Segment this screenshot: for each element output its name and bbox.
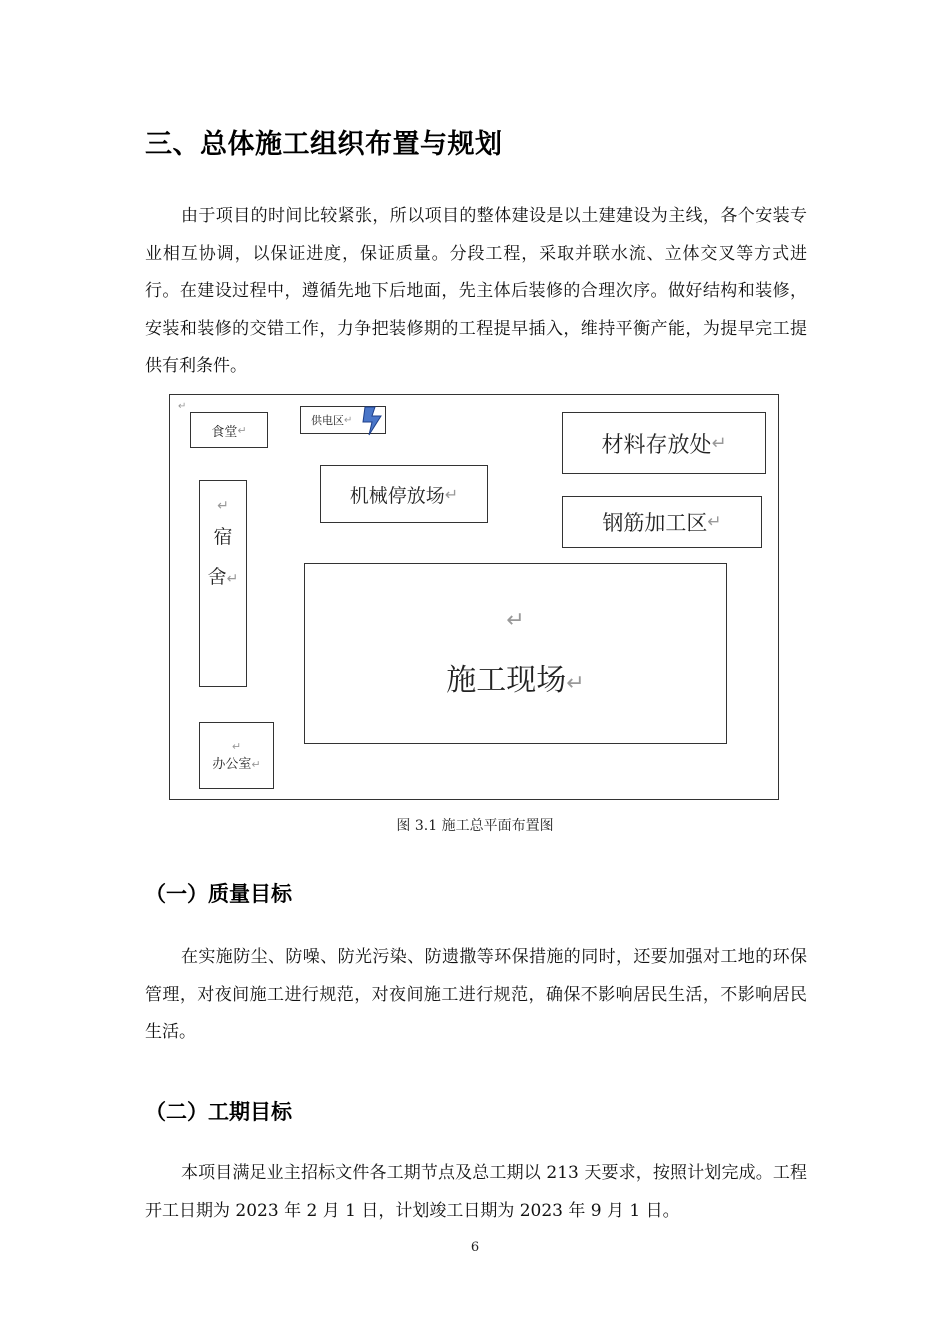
dormitory-label-2: 舍 <box>207 566 227 588</box>
paragraph-mark: ↵ <box>506 608 525 633</box>
materials-storage-label: 材料存放处 <box>601 432 712 458</box>
canteen-label: 食堂 <box>211 424 238 440</box>
paragraph-mark: ↵ <box>237 423 247 437</box>
rebar-processing-box <box>562 496 762 548</box>
paragraph-mark: ↵ <box>566 671 585 696</box>
paragraph-mark: ↵ <box>217 498 229 514</box>
intro-paragraph: 由于项目的时间比较紧张，所以项目的整体建设是以土建建设为主线，各个安装专业相互协调，以保证进度，保证质量。分段工程，采取并联水流、立体交叉等方式进行。在建设过程中，遵循先地下后地面，先主体后装修的合理次序。做好结构和装修，安装和装修的交错工作，力争把装修期的工程提早插入，维持平衡产能，为提早完工提供有利条件。 <box>145 206 807 376</box>
paragraph-mark: ↵ <box>251 757 261 771</box>
paragraph-mark: ↵ <box>444 484 459 504</box>
construction-site-box <box>304 563 727 744</box>
materials-storage-box <box>562 412 766 474</box>
paragraph-mark: ↵ <box>344 414 353 426</box>
machinery-parking-box <box>320 465 488 523</box>
lightning-icon <box>359 405 387 437</box>
section-heading: 三、总体施工组织布置与规划 <box>145 129 503 160</box>
paragraph-mark: ↵ <box>226 571 239 587</box>
schedule-goal-heading: （二）工期目标 <box>145 1100 292 1124</box>
office-label-wrap <box>212 753 260 772</box>
site-layout-diagram <box>169 394 779 800</box>
canteen-box <box>190 412 268 448</box>
page-number: 6 <box>470 1240 480 1255</box>
paragraph-mark: ↵ <box>711 432 727 454</box>
office-label: 办公室 <box>212 756 252 772</box>
dormitory-box <box>199 480 247 687</box>
rebar-processing-label: 钢筋加工区 <box>602 511 708 535</box>
office-box <box>199 722 274 789</box>
quality-goal-paragraph: 在实施防尘、防噪、防光污染、防遗撒等环保措施的同时，还要加强对工地的环保管理，对夜间施工进行规范，对夜间施工进行规范，确保不影响居民生活，不影响居民生活。 <box>145 947 807 1042</box>
power-area-box <box>300 406 386 434</box>
dormitory-label-1: 宿 <box>213 526 233 548</box>
schedule-goal-paragraph: 本项目满足业主招标文件各工期节点及总工期以 213 天要求，按照计划完成。工程开工日期为 2023 年 2 月 1 日，计划竣工日期为 2023 年 9 月 1 日。 <box>145 1163 807 1221</box>
machinery-parking-label: 机械停放场 <box>349 484 445 507</box>
quality-goal-heading: （一）质量目标 <box>145 882 292 906</box>
paragraph-mark: ↵ <box>178 401 187 412</box>
construction-site-label-wrap <box>446 655 584 699</box>
paragraph-mark: ↵ <box>707 512 722 532</box>
construction-site-label: 施工现场 <box>446 663 567 698</box>
figure-caption: 图 3.1 施工总平面布置图 <box>396 818 554 834</box>
dormitory-label-2-wrap <box>208 557 239 599</box>
paragraph-mark: ↵ <box>231 739 242 753</box>
power-area-label: 供电区 <box>311 414 344 427</box>
